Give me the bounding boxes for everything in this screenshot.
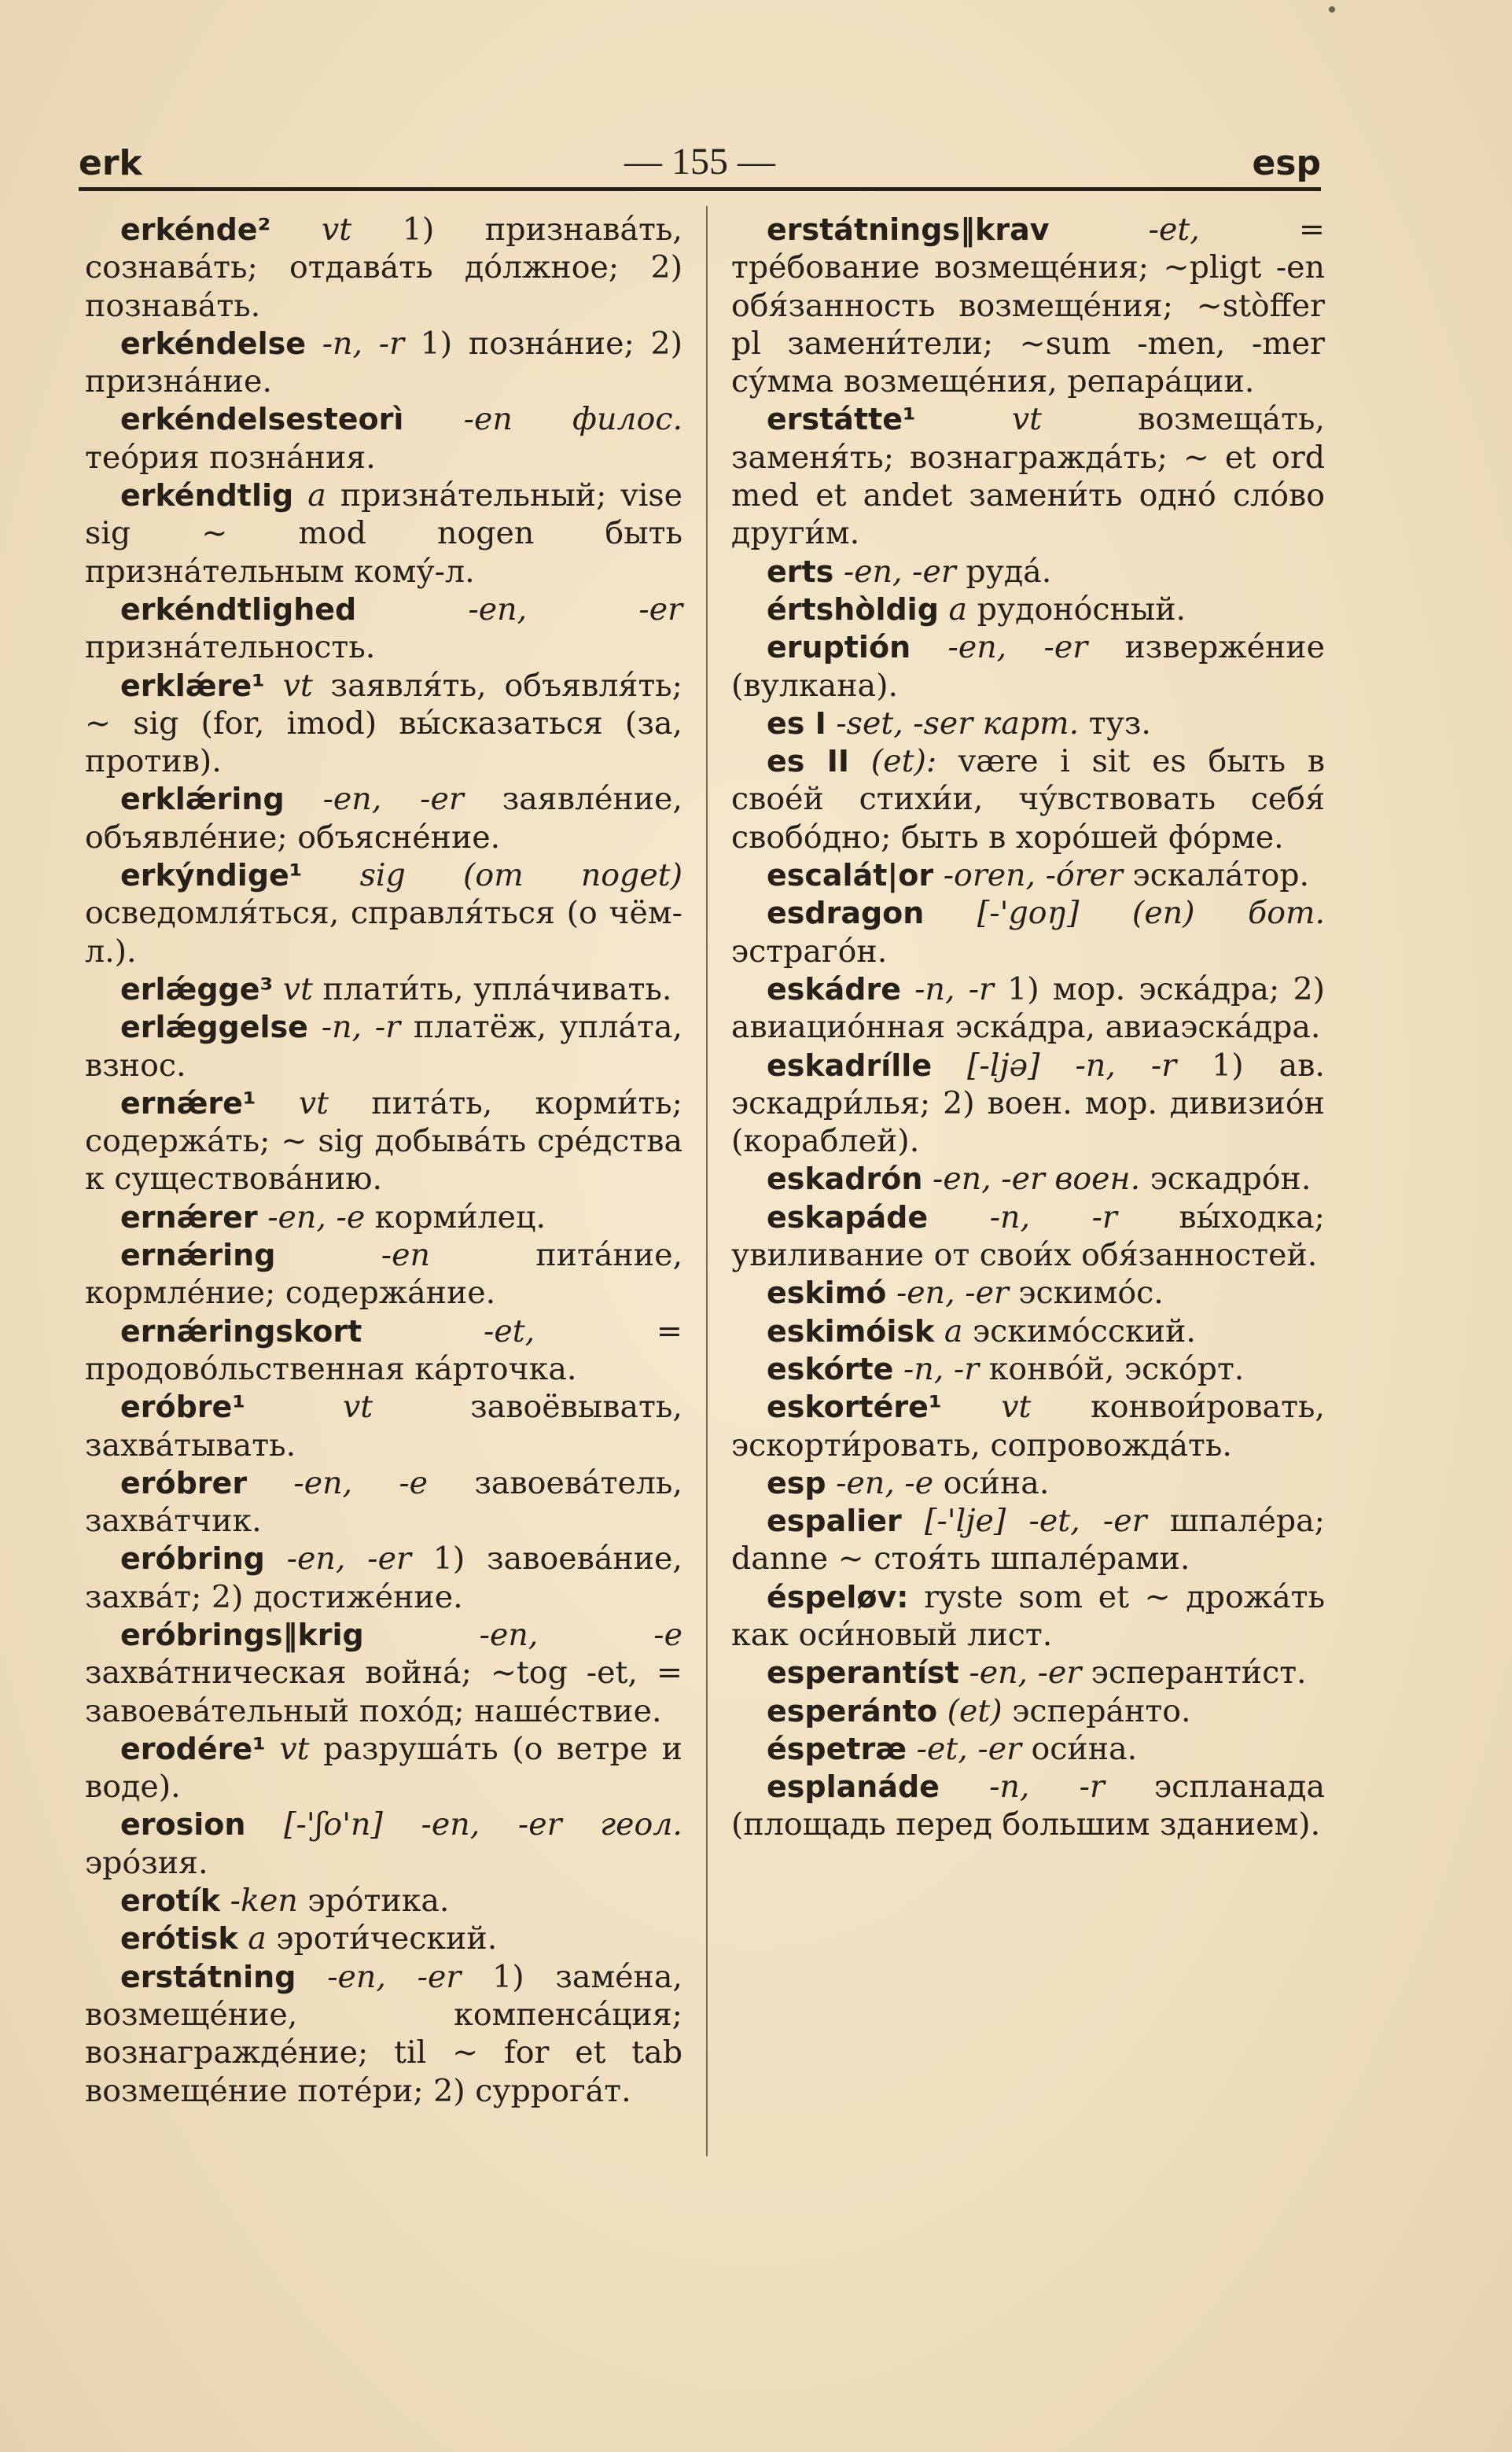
entry-translation: эспланада (площадь перед большим зданием). (731, 1769, 1325, 1843)
dictionary-entry (85, 780, 682, 856)
entry-translation: завоёвывать, захва́тывать. (85, 1389, 682, 1463)
entry-grammar: -n, -r (914, 970, 994, 1007)
entry-translation: эскала́тор. (1132, 857, 1310, 894)
entry-translation: заявле́ние, объявле́ние; объясне́ние. (85, 781, 682, 856)
entry-translation: осведомля́ться, справля́ться (о чём-л.). (85, 895, 682, 970)
entry-headword: erstátnings‖krav (767, 212, 1050, 247)
entry-grammar: -ken (230, 1883, 298, 1920)
entry-translation: эроти́ческий. (276, 1920, 498, 1957)
entry-grammar: [-'ʃo'n] -en, -er геол. (284, 1806, 682, 1843)
dictionary-entry (731, 1502, 1325, 1578)
page-number: — 155 — (624, 141, 775, 182)
dictionary-entry (731, 894, 1325, 970)
entry-headword: espalier (767, 1504, 902, 1539)
entry-grammar: -en, -e (293, 1464, 429, 1501)
entry-translation: тре́бование возмеще́ния; ~pligt -en обя́занность возмеще́ния; ~stòffer pl замени́тели; ~sum -men, -mer су́мма возмеще́ния, репара́ции. (731, 249, 1325, 400)
entry-translation: пита́ние, кормле́ние; содержа́ние. (85, 1237, 683, 1312)
entry-translation: оси́на. (943, 1464, 1050, 1501)
dictionary-entry (85, 211, 682, 325)
entry-translation: плати́ть, упла́чивать. (322, 970, 672, 1007)
dictionary-entry (85, 1008, 682, 1084)
dictionary-entry (85, 591, 682, 667)
entry-translation: эскимо́сский. (973, 1313, 1196, 1349)
entry-headword: eskádre (767, 971, 902, 1007)
entry-grammar: [-ljə] -n, -r (967, 1047, 1177, 1084)
entry-grammar: vt (1011, 401, 1043, 438)
entry-headword: es I (767, 705, 826, 741)
entry-headword: erkéndelsesteorì (120, 402, 404, 437)
entry-grammar: -en, -er (896, 1275, 1009, 1312)
entry-translation: оси́на. (1031, 1730, 1138, 1767)
entry-headword: erkénde² (120, 212, 271, 247)
entry-headword: erkéndtlig (120, 478, 294, 514)
entry-grammar: (et) (947, 1692, 1002, 1729)
dictionary-entry (731, 1198, 1325, 1275)
entry-translation: эсперанти́ст. (1091, 1655, 1307, 1692)
entry-grammar: -en, -e (479, 1616, 683, 1653)
dictionary-entry (85, 856, 682, 970)
dictionary-entry (731, 1768, 1325, 1844)
dictionary-entry (85, 477, 682, 591)
entry-grammar: -en, -er (322, 781, 464, 818)
entry-headword: eróbrer (120, 1465, 248, 1500)
dictionary-entry (731, 1578, 1325, 1655)
entry-translation: 1) завоева́ние, захва́т; 2) достиже́ние. (85, 1541, 682, 1615)
entry-headword: esperantíst (767, 1655, 959, 1691)
entry-grammar: -en, -e (836, 1464, 934, 1501)
entry-grammar: -et, = (1148, 212, 1325, 248)
left-column (85, 211, 682, 2110)
entry-headword: erlǽgge³ (120, 971, 274, 1007)
entry-grammar: vt (1001, 1389, 1032, 1426)
entry-translation: шпале́ра; danne ~ стоя́ть шпале́рами. (731, 1503, 1325, 1578)
header-rule (79, 187, 1321, 191)
dictionary-entry (85, 1616, 682, 1730)
entry-translation: руда́. (966, 553, 1052, 590)
entry-translation: вы́ходка; увиливание от свои́х обя́занностей. (731, 1198, 1325, 1274)
entry-translation: 1) позна́ние; 2) призна́ние. (85, 325, 682, 400)
entry-translation: тео́рия позна́ния. (85, 439, 376, 476)
entry-headword: eskapáde (767, 1199, 929, 1235)
dictionary-entry (731, 1160, 1325, 1198)
entry-headword: eskortére¹ (767, 1390, 942, 1425)
entry-grammar: [-'goŋ] (en) бот. (977, 895, 1325, 932)
dictionary-entry (731, 553, 1325, 591)
entry-headword: escalát|or (767, 858, 934, 893)
dictionary-entry (85, 1730, 682, 1806)
dictionary-entry (731, 1313, 1325, 1350)
dictionary-entry (731, 591, 1325, 628)
entry-grammar: vt (282, 970, 313, 1007)
entry-translation: 1) ав. эскадри́лья; 2) воен. мор. дивизио́н (кораблей). (731, 1047, 1325, 1160)
entry-headword: erklǽre¹ (120, 668, 265, 703)
entry-translation: эстраго́н. (731, 933, 888, 970)
entry-headword: erkýndige¹ (120, 858, 303, 893)
entry-translation: завоева́тель, захва́тчик. (85, 1464, 682, 1540)
entry-translation: være i sit es быть в свое́й стихи́и, чу́вствовать себя́ свобо́дно; быть в хоро́шей фо́рме. (731, 743, 1326, 856)
entry-grammar: vt (342, 1389, 373, 1426)
entry-grammar: vt (298, 1084, 329, 1121)
entry-headword: ernǽring (120, 1238, 276, 1273)
entry-grammar: a (948, 591, 968, 628)
entry-grammar: sig (om noget) (359, 857, 682, 894)
entry-grammar: -et, = (484, 1313, 682, 1349)
entry-grammar: -en, -er воен. (932, 1161, 1141, 1198)
dictionary-entry (85, 1198, 682, 1236)
dictionary-entry (731, 970, 1325, 1047)
entry-grammar: -et, -er (916, 1730, 1021, 1767)
entry-translation: призна́тельный; vise sig ~ mod nogen быть призна́тельным кому́-л. (85, 477, 682, 590)
dictionary-entry (85, 1084, 682, 1198)
entry-headword: erkéndtlighed (120, 591, 357, 627)
entry-translation: эро́тика. (307, 1883, 450, 1920)
entry-headword: ernǽringskort (120, 1313, 362, 1349)
entry-headword: eróbring (120, 1541, 265, 1577)
entry-translation: разруша́ть (о ветре и воде). (85, 1730, 682, 1806)
entry-headword: erotík (120, 1883, 221, 1919)
entry-grammar: -en, -er (947, 629, 1088, 666)
dictionary-entry (731, 1047, 1325, 1161)
dictionary-entry (85, 1806, 682, 1882)
entry-headword: eskimóisk (767, 1313, 935, 1349)
entry-translation: продово́льственная ка́рточка. (85, 1350, 577, 1387)
entry-grammar: a (307, 477, 326, 514)
dictionary-entry (731, 1388, 1325, 1464)
entry-grammar: -n, -r (989, 1198, 1117, 1235)
entry-translation: ryste som et ~ дрожа́ть как оси́новый лист. (731, 1578, 1325, 1653)
entry-translation: эскимо́с. (1018, 1275, 1164, 1312)
entry-headword: erstátning (120, 1959, 296, 1994)
entry-headword: erlǽggelse (120, 1010, 308, 1045)
entry-translation: возмеща́ть, заменя́ть; вознагражда́ть; ~ et ord med et andet замени́ть одно́ сло́во други́м. (731, 401, 1325, 552)
entry-headword: erklǽring (120, 782, 285, 817)
right-guide-word: esp (1252, 143, 1321, 183)
entry-translation: платёж, упла́та, взнос. (85, 1009, 682, 1084)
entry-headword: erosion (120, 1807, 246, 1843)
dictionary-entry (731, 742, 1325, 856)
dictionary-entry (85, 667, 682, 781)
entry-translation: туз. (1088, 705, 1151, 742)
entry-grammar: -en, -e (267, 1198, 366, 1235)
entry-grammar: -n, -r (322, 325, 404, 362)
entry-headword: értshòldig (767, 591, 939, 627)
dictionary-entry (731, 1692, 1325, 1730)
dictionary-entry (85, 1958, 682, 2110)
dictionary-entry (85, 1313, 682, 1389)
entry-headword: eskórte (767, 1351, 894, 1386)
entry-headword: eruptión (767, 630, 911, 665)
right-column (731, 211, 1325, 1844)
column-divider (706, 206, 708, 2156)
entry-headword: ernǽre¹ (120, 1085, 256, 1121)
entry-translation: заявля́ть, объявля́ть; ~ sig (for, imod) вы́сказаться (за, против). (85, 667, 682, 780)
dictionary-entry (731, 1274, 1325, 1312)
entry-headword: eskimó (767, 1276, 887, 1311)
dictionary-entry (731, 856, 1325, 894)
entry-translation: эскадро́н. (1150, 1161, 1312, 1198)
entry-grammar: -set, -ser карт. (836, 705, 1080, 742)
entry-translation: 1) признава́ть, сознава́ть; отдава́ть до́лжное; 2) познава́ть. (85, 212, 682, 324)
entry-grammar: vt (279, 1730, 310, 1767)
entry-grammar: a (248, 1920, 267, 1957)
entry-grammar: a (944, 1313, 963, 1349)
entry-translation: пита́ть, корми́ть; содержа́ть; ~ sig добыва́ть сре́дства к существова́нию. (85, 1084, 682, 1198)
dictionary-entry (85, 1464, 682, 1541)
dictionary-entry (85, 1540, 682, 1616)
dictionary-entry (85, 400, 682, 477)
entry-headword: eskadrílle (767, 1047, 933, 1083)
entry-headword: éspeløv: (767, 1579, 909, 1614)
entry-grammar: -en (381, 1237, 430, 1274)
entry-grammar: -en филос. (463, 401, 682, 438)
dictionary-entry (731, 1350, 1325, 1388)
entry-grammar: -en, -er (969, 1655, 1082, 1692)
entry-grammar: -en, -er (843, 553, 956, 590)
entry-translation: изверже́ние (вулкана). (731, 629, 1325, 704)
entry-headword: ernǽrer (120, 1199, 258, 1235)
entry-translation: призна́тельность. (85, 629, 376, 666)
page-header (79, 134, 1321, 189)
dictionary-entry (731, 211, 1325, 400)
entry-grammar: -en, -er (327, 1958, 462, 1995)
entry-headword: esp (767, 1465, 826, 1500)
dictionary-entry (731, 400, 1325, 552)
entry-translation: корми́лец. (374, 1198, 546, 1235)
entry-headword: esplanáde (767, 1769, 940, 1805)
dictionary-entry (85, 1882, 682, 1920)
dictionary-entry (85, 1920, 682, 1957)
dictionary-entry (731, 628, 1325, 705)
entry-headword: éspetræ (767, 1731, 907, 1766)
entry-translation: эро́зия. (85, 1844, 208, 1881)
dictionary-entry (85, 970, 682, 1008)
entry-headword: eróbrings‖krig (120, 1617, 364, 1652)
entry-grammar: -n, -r (903, 1350, 980, 1387)
dictionary-entry (85, 1388, 682, 1464)
entry-translation: захва́тническая война́; ~tog -et, = завоева́тельный похо́д; наше́ствие. (85, 1655, 682, 1729)
entry-grammar: -n, -r (321, 1009, 401, 1046)
entry-headword: eskadrón (767, 1162, 923, 1197)
entry-headword: esperánto (767, 1693, 938, 1729)
entry-headword: erodére¹ (120, 1731, 266, 1766)
entry-grammar: [-'lje] -et, -er (925, 1503, 1147, 1540)
entry-headword: es II (767, 744, 850, 779)
paper-speck (1329, 6, 1335, 13)
entry-headword: esdragon (767, 896, 925, 931)
entry-translation: рудоно́сный. (977, 591, 1186, 628)
dictionary-entry (731, 705, 1325, 742)
dictionary-entry (85, 1236, 682, 1313)
dictionary-entry (85, 325, 682, 401)
entry-headword: erótisk (120, 1921, 238, 1957)
entry-headword: erkéndelse (120, 326, 306, 361)
entry-translation: 1) заме́на, возмеще́ние, компенса́ция; вознагражде́ние; til ~ for et tab возмеще́ние поте́ри; 2) суррога́т. (85, 1958, 682, 2109)
entry-grammar: (et): (870, 743, 937, 780)
dictionary-entry (731, 1730, 1325, 1768)
left-guide-word: erk (79, 143, 142, 183)
entry-grammar: vt (282, 667, 313, 704)
entry-translation: эспера́нто. (1012, 1692, 1191, 1729)
entry-translation: конво́й, эско́рт. (988, 1350, 1245, 1387)
entry-headword: erts (767, 554, 834, 589)
entry-grammar: -en, -er (468, 591, 682, 628)
entry-headword: erstátte¹ (767, 402, 916, 437)
dictionary-entry (731, 1464, 1325, 1502)
entry-grammar: -oren, -órer (943, 857, 1123, 894)
dictionary-entry (731, 1654, 1325, 1692)
entry-grammar: vt (321, 212, 352, 248)
entry-headword: eróbre¹ (120, 1390, 245, 1425)
entry-translation: конвои́ровать, эскорти́ровать, сопровожда́ть. (731, 1389, 1325, 1463)
entry-translation: 1) мор. эска́дра; 2) авиацио́нная эска́дра, авиаэска́дра. (731, 970, 1325, 1046)
entry-grammar: -en, -er (286, 1541, 411, 1578)
entry-grammar: -n, -r (989, 1769, 1105, 1806)
